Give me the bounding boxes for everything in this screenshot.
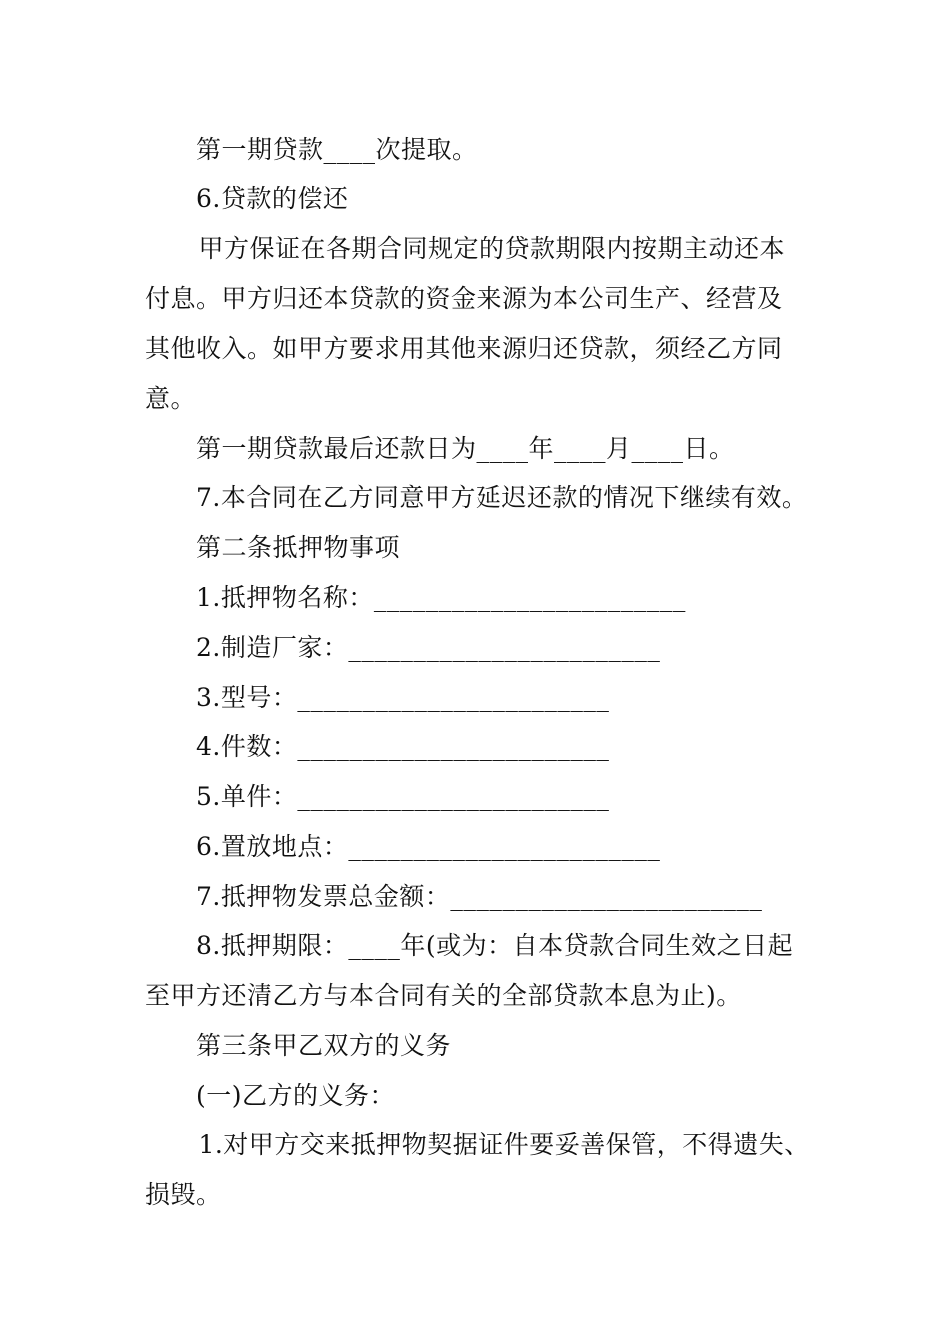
text-line-party-b-obligations: (一)乙方的义务： [196, 1081, 396, 1110]
text-line-mortgage-term: 8.抵押期限：____年(或为：自本贷款合同生效之日起 [196, 931, 794, 960]
text-line-manufacturer: 2.制造厂家：________________________ [196, 633, 661, 662]
text-line-article-two-heading: 第二条抵押物事项 [196, 533, 401, 562]
text-line-location: 6.置放地点：________________________ [196, 832, 661, 861]
text-line-model: 3.型号：________________________ [196, 683, 610, 712]
text-line-first-period-withdrawal: 第一期贷款____次提取。 [196, 135, 478, 164]
text-line-repayment-source: 付息。甲方归还本贷款的资金来源为本公司生产、经营及 [145, 284, 783, 313]
text-line-damage: 损毁。 [145, 1180, 222, 1209]
text-line-unit: 5.单件：________________________ [196, 782, 610, 811]
text-line-repayment-guarantee: 甲方保证在各期合同规定的贷款期限内按期主动还本 [190, 234, 785, 263]
text-line-collateral-name: 1.抵押物名称：________________________ [196, 583, 686, 612]
text-line-consent: 意。 [145, 384, 197, 413]
text-line-article-three-heading: 第三条甲乙双方的义务 [196, 1031, 452, 1060]
text-line-heading-loan-repayment: 6.贷款的偿还 [196, 184, 349, 213]
text-line-contract-validity: 7.本合同在乙方同意甲方延迟还款的情况下继续有效。 [196, 483, 808, 512]
text-line-other-income: 其他收入。如甲方要求用其他来源归还贷款，须经乙方同 [145, 334, 783, 363]
text-line-quantity: 4.件数：________________________ [196, 732, 610, 761]
text-line-mortgage-term-continued: 至甲方还清乙方与本合同有关的全部贷款本息为止)。 [145, 981, 742, 1010]
text-line-last-repayment-date: 第一期贷款最后还款日为____年____月____日。 [196, 434, 735, 463]
text-line-safekeeping: 1.对甲方交来抵押物契据证件要妥善保管，不得遗失、 [190, 1130, 810, 1159]
text-line-invoice-amount: 7.抵押物发票总金额：________________________ [196, 882, 763, 911]
